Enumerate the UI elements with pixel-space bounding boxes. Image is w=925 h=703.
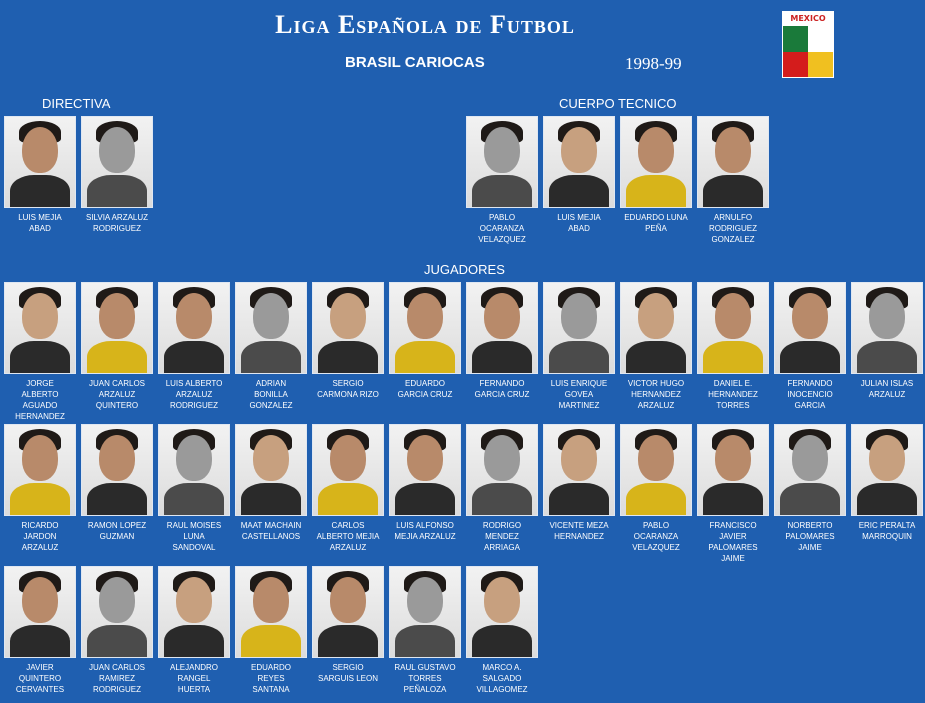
person-card	[466, 116, 538, 245]
person-name	[851, 378, 923, 400]
photo-torso	[318, 341, 378, 374]
person-photo	[697, 424, 769, 516]
photo-head	[22, 127, 58, 173]
person-card	[851, 424, 923, 542]
person-card	[543, 282, 615, 411]
person-name-line: ARZALUZ	[637, 401, 675, 410]
person-name-line: JAVIER	[719, 532, 747, 541]
person-photo	[389, 566, 461, 658]
person-name	[774, 520, 846, 553]
person-photo	[4, 282, 76, 374]
person-card	[4, 282, 76, 422]
person-name-line: FERNANDO	[787, 379, 833, 388]
person-name-line: PALOMARES	[785, 532, 835, 541]
person-card	[312, 566, 384, 684]
person-photo	[620, 116, 692, 208]
person-card	[620, 424, 692, 553]
person-name	[235, 378, 307, 411]
person-name-line: RODRIGO	[482, 521, 522, 530]
person-photo	[620, 424, 692, 516]
person-card	[81, 116, 153, 234]
person-name-line: CASTELLANOS	[241, 532, 301, 541]
person-name-line: TORRES	[408, 674, 442, 683]
photo-torso	[395, 625, 455, 658]
photo-torso	[626, 175, 686, 208]
person-name	[389, 378, 461, 400]
person-photo	[543, 116, 615, 208]
person-name-line: MAAT MACHAIN	[240, 521, 302, 530]
person-photo	[543, 282, 615, 374]
photo-head	[176, 435, 212, 481]
person-name-line: VELAZQUEZ	[478, 235, 526, 244]
person-name-line: AGUADO	[22, 401, 58, 410]
page-title: Liga Española de Futbol	[275, 10, 575, 39]
person-name-line: GARCIA CRUZ	[397, 390, 453, 399]
person-name	[697, 520, 769, 564]
person-name-line: GARCIA	[794, 401, 826, 410]
person-name-line: PABLO	[488, 213, 516, 222]
person-name-line: JUAN CARLOS	[88, 379, 145, 388]
photo-head	[484, 127, 520, 173]
person-name-line: ALBERTO	[21, 390, 59, 399]
person-name	[81, 378, 153, 411]
person-name-line: JAIME	[721, 554, 745, 563]
photo-torso	[472, 625, 532, 658]
photo-head	[22, 435, 58, 481]
photo-head	[561, 127, 597, 173]
photo-head	[715, 435, 751, 481]
person-name	[81, 662, 153, 695]
person-card	[235, 282, 307, 411]
person-photo	[389, 282, 461, 374]
person-name-line: ARZALUZ	[175, 390, 213, 399]
person-photo	[4, 566, 76, 658]
person-photo	[389, 424, 461, 516]
person-name-line: ALEJANDRO	[169, 663, 218, 672]
person-card	[697, 116, 769, 245]
photo-head	[715, 293, 751, 339]
person-card	[81, 282, 153, 411]
photo-torso	[780, 483, 840, 516]
person-name-line: LUIS MEJIA	[18, 213, 62, 222]
person-photo	[235, 424, 307, 516]
photo-torso	[395, 483, 455, 516]
person-photo	[466, 424, 538, 516]
photo-torso	[857, 341, 917, 374]
person-name-line: LUIS ALFONSO	[396, 521, 454, 530]
person-name-line: RAUL MOISES	[166, 521, 222, 530]
person-name-line: MARROQUIN	[862, 532, 912, 541]
person-name-line: MARTINEZ	[558, 401, 600, 410]
photo-head	[99, 577, 135, 623]
person-photo	[466, 282, 538, 374]
photo-torso	[241, 483, 301, 516]
section-heading-directiva: DIRECTIVA	[42, 96, 111, 111]
person-card	[389, 566, 461, 695]
person-name-line: ABAD	[568, 224, 590, 233]
person-name-line: HERNANDEZ	[15, 412, 65, 421]
photo-torso	[780, 341, 840, 374]
person-name-line: EDUARDO LUNA	[624, 213, 688, 222]
person-name-line: PEÑA	[645, 224, 667, 233]
photo-head	[561, 293, 597, 339]
person-name-line: SANTANA	[252, 685, 290, 694]
person-name-line: JAIME	[798, 543, 822, 552]
photo-head	[869, 293, 905, 339]
person-name-line: EDUARDO	[250, 663, 291, 672]
person-photo	[81, 116, 153, 208]
person-photo	[312, 282, 384, 374]
person-name-line: MENDEZ	[485, 532, 519, 541]
photo-head	[869, 435, 905, 481]
person-name-line: SANDOVAL	[172, 543, 216, 552]
person-name-line: JORGE	[26, 379, 54, 388]
photo-torso	[87, 341, 147, 374]
person-photo	[697, 282, 769, 374]
person-name-line: ARRIAGA	[483, 543, 520, 552]
person-card	[158, 566, 230, 695]
season-label: 1998-99	[625, 54, 682, 73]
person-card	[851, 282, 923, 400]
person-card	[620, 282, 692, 411]
person-card	[4, 116, 76, 234]
club-crest-logo	[782, 11, 834, 78]
person-card	[4, 566, 76, 695]
person-photo	[81, 282, 153, 374]
person-name-line: ALBERTO MEJIA	[316, 532, 380, 541]
photo-head	[407, 293, 443, 339]
person-name-line: ARZALUZ	[868, 390, 906, 399]
person-name-line: RODRIGUEZ	[170, 401, 218, 410]
photo-torso	[164, 341, 224, 374]
photo-head	[484, 577, 520, 623]
photo-torso	[549, 175, 609, 208]
person-name	[4, 520, 76, 553]
photo-torso	[87, 483, 147, 516]
photo-head	[99, 127, 135, 173]
person-photo	[312, 566, 384, 658]
person-name-line: EDUARDO	[404, 379, 445, 388]
photo-torso	[10, 483, 70, 516]
person-photo	[4, 424, 76, 516]
person-name	[620, 520, 692, 553]
person-name-line: LUIS ALBERTO	[165, 379, 223, 388]
person-name-line: SERGIO	[332, 379, 364, 388]
person-photo	[235, 282, 307, 374]
photo-head	[253, 577, 289, 623]
person-name	[389, 520, 461, 542]
photo-head	[407, 435, 443, 481]
person-name	[81, 520, 153, 542]
person-name	[543, 520, 615, 542]
person-card	[466, 282, 538, 400]
person-name-line: VICENTE MEZA	[549, 521, 609, 530]
person-name-line: RICARDO	[21, 521, 59, 530]
photo-head	[330, 293, 366, 339]
person-name-line: JULIAN ISLAS	[860, 379, 914, 388]
person-name-line: NORBERTO	[787, 521, 833, 530]
person-card	[235, 424, 307, 542]
person-name-line: PABLO	[642, 521, 670, 530]
photo-head	[407, 577, 443, 623]
person-photo	[543, 424, 615, 516]
person-photo	[774, 424, 846, 516]
photo-torso	[703, 341, 763, 374]
person-card	[389, 424, 461, 542]
photo-head	[638, 293, 674, 339]
photo-head	[22, 577, 58, 623]
person-name-line: INOCENCIO	[787, 390, 833, 399]
section-heading-cuerpo-tecnico: CUERPO TECNICO	[559, 96, 677, 111]
photo-torso	[472, 341, 532, 374]
person-name	[851, 520, 923, 542]
person-card	[774, 424, 846, 553]
person-name-line: FERNANDO	[479, 379, 525, 388]
person-name	[312, 520, 384, 553]
person-name-line: ABAD	[29, 224, 51, 233]
person-card	[697, 424, 769, 564]
photo-torso	[87, 175, 147, 208]
person-name	[4, 662, 76, 695]
section-heading-jugadores: JUGADORES	[424, 262, 505, 277]
photo-head	[792, 293, 828, 339]
person-name-line: JARDON	[23, 532, 57, 541]
person-card	[466, 566, 538, 695]
person-name-line: LUIS ENRIQUE	[550, 379, 608, 388]
person-name-line: BONILLA	[254, 390, 288, 399]
photo-torso	[626, 483, 686, 516]
person-name	[697, 212, 769, 245]
photo-head	[176, 293, 212, 339]
photo-head	[561, 435, 597, 481]
person-name-line: PALOMARES	[708, 543, 758, 552]
photo-torso	[703, 175, 763, 208]
person-name-line: CERVANTES	[15, 685, 65, 694]
person-name	[312, 378, 384, 400]
person-card	[466, 424, 538, 553]
person-card	[81, 424, 153, 542]
person-photo	[466, 566, 538, 658]
person-name	[466, 662, 538, 695]
crest-quarter	[783, 26, 808, 52]
person-name	[81, 212, 153, 234]
person-name-line: RODRIGUEZ	[709, 224, 757, 233]
person-name-line: HUERTA	[177, 685, 211, 694]
photo-torso	[626, 341, 686, 374]
person-name-line: RODRIGUEZ	[93, 685, 141, 694]
photo-torso	[164, 483, 224, 516]
photo-torso	[87, 625, 147, 658]
person-name-line: RODRIGUEZ	[93, 224, 141, 233]
photo-head	[484, 293, 520, 339]
person-name-line: OCARANZA	[633, 532, 679, 541]
photo-head	[176, 577, 212, 623]
person-card	[312, 282, 384, 400]
person-name-line: GARCIA CRUZ	[474, 390, 530, 399]
person-card	[4, 424, 76, 553]
person-name-line: GUZMAN	[99, 532, 135, 541]
person-name-line: DANIEL E.	[713, 379, 753, 388]
person-name-line: HERNANDEZ	[554, 532, 604, 541]
photo-torso	[549, 483, 609, 516]
person-name-line: ERIC PERALTA	[858, 521, 916, 530]
photo-head	[253, 435, 289, 481]
person-name-line: CARLOS	[331, 521, 365, 530]
photo-head	[253, 293, 289, 339]
person-name-line: ADRIAN	[255, 379, 287, 388]
person-card	[158, 282, 230, 411]
person-name-line: HERNANDEZ	[708, 390, 758, 399]
photo-torso	[549, 341, 609, 374]
person-name	[543, 378, 615, 411]
person-name-line: LUIS MEJIA	[557, 213, 601, 222]
photo-torso	[318, 483, 378, 516]
person-name-line: SILVIA ARZALUZ	[85, 213, 149, 222]
photo-head	[22, 293, 58, 339]
person-name	[4, 212, 76, 234]
person-name	[466, 378, 538, 400]
photo-torso	[10, 341, 70, 374]
photo-head	[715, 127, 751, 173]
photo-torso	[395, 341, 455, 374]
person-name	[466, 212, 538, 245]
person-name-line: ARZALUZ	[329, 543, 367, 552]
person-name-line: SERGIO	[332, 663, 364, 672]
photo-torso	[318, 625, 378, 658]
person-card	[81, 566, 153, 695]
person-name	[620, 378, 692, 411]
person-name	[620, 212, 692, 234]
photo-torso	[472, 175, 532, 208]
person-name-line: LUNA	[183, 532, 205, 541]
person-name	[158, 378, 230, 411]
person-name	[774, 378, 846, 411]
photo-torso	[241, 341, 301, 374]
photo-torso	[241, 625, 301, 658]
person-card	[697, 282, 769, 411]
person-name-line: JAVIER	[26, 663, 54, 672]
person-photo	[158, 424, 230, 516]
person-name-line: VICTOR HUGO	[627, 379, 685, 388]
person-name-line: ARZALUZ	[21, 543, 59, 552]
person-name-line: QUINTERO	[95, 401, 139, 410]
person-name-line: RAUL GUSTAVO	[394, 663, 456, 672]
person-card	[158, 424, 230, 553]
person-name-line: OCARANZA	[479, 224, 525, 233]
person-photo	[81, 424, 153, 516]
person-name-line: VILLAGOMEZ	[476, 685, 528, 694]
photo-head	[792, 435, 828, 481]
photo-torso	[164, 625, 224, 658]
crest-quarter	[808, 52, 833, 78]
person-photo	[235, 566, 307, 658]
crest-quarter	[783, 52, 808, 78]
person-name	[235, 520, 307, 542]
team-name: BRASIL CARIOCAS	[345, 54, 485, 71]
person-name-line: TORRES	[716, 401, 750, 410]
person-photo	[697, 116, 769, 208]
person-photo	[851, 282, 923, 374]
person-name	[389, 662, 461, 695]
person-name	[158, 520, 230, 553]
person-photo	[4, 116, 76, 208]
person-name-line: ARZALUZ	[98, 390, 136, 399]
person-name-line: GONZALEZ	[249, 401, 293, 410]
person-name-line: QUINTERO	[18, 674, 62, 683]
person-photo	[81, 566, 153, 658]
crest-quarter	[808, 26, 833, 52]
person-card	[774, 282, 846, 411]
person-name	[697, 378, 769, 411]
photo-head	[638, 127, 674, 173]
person-name-line: SALGADO	[482, 674, 522, 683]
person-name-line: FRANCISCO	[709, 521, 757, 530]
person-name-line: RAMON LOPEZ	[87, 521, 147, 530]
person-photo	[466, 116, 538, 208]
person-card	[543, 116, 615, 234]
person-name	[466, 520, 538, 553]
person-name	[158, 662, 230, 695]
person-photo	[620, 282, 692, 374]
person-name-line: RANGEL	[177, 674, 211, 683]
person-photo	[158, 282, 230, 374]
photo-head	[484, 435, 520, 481]
person-name-line: ARNULFO	[713, 213, 753, 222]
photo-head	[99, 293, 135, 339]
photo-torso	[857, 483, 917, 516]
person-card	[543, 424, 615, 542]
person-photo	[312, 424, 384, 516]
person-photo	[851, 424, 923, 516]
person-name	[235, 662, 307, 695]
person-name-line: JUAN CARLOS	[88, 663, 145, 672]
photo-torso	[472, 483, 532, 516]
person-name-line: HERNANDEZ	[631, 390, 681, 399]
person-name-line: SARGUIS LEON	[317, 674, 378, 683]
person-name	[543, 212, 615, 234]
person-name-line: REYES	[257, 674, 285, 683]
photo-torso	[703, 483, 763, 516]
logo-text: MEXICO	[783, 12, 833, 26]
person-name	[4, 378, 76, 422]
person-name-line: GONZALEZ	[711, 235, 755, 244]
photo-torso	[10, 175, 70, 208]
person-photo	[158, 566, 230, 658]
photo-head	[99, 435, 135, 481]
person-name-line: MEJIA ARZALUZ	[394, 532, 456, 541]
photo-head	[330, 577, 366, 623]
person-name-line: CARMONA RIZO	[317, 390, 379, 399]
person-name-line: VELAZQUEZ	[632, 543, 680, 552]
photo-torso	[10, 625, 70, 658]
person-card	[312, 424, 384, 553]
person-name-line: MARCO A.	[482, 663, 522, 672]
photo-head	[330, 435, 366, 481]
person-name-line: RAMIREZ	[99, 674, 135, 683]
person-photo	[774, 282, 846, 374]
person-card	[389, 282, 461, 400]
person-name-line: GOVEA	[564, 390, 594, 399]
person-card	[620, 116, 692, 234]
person-name	[312, 662, 384, 684]
photo-head	[638, 435, 674, 481]
person-card	[235, 566, 307, 695]
person-name-line: PEÑALOZA	[403, 685, 447, 694]
